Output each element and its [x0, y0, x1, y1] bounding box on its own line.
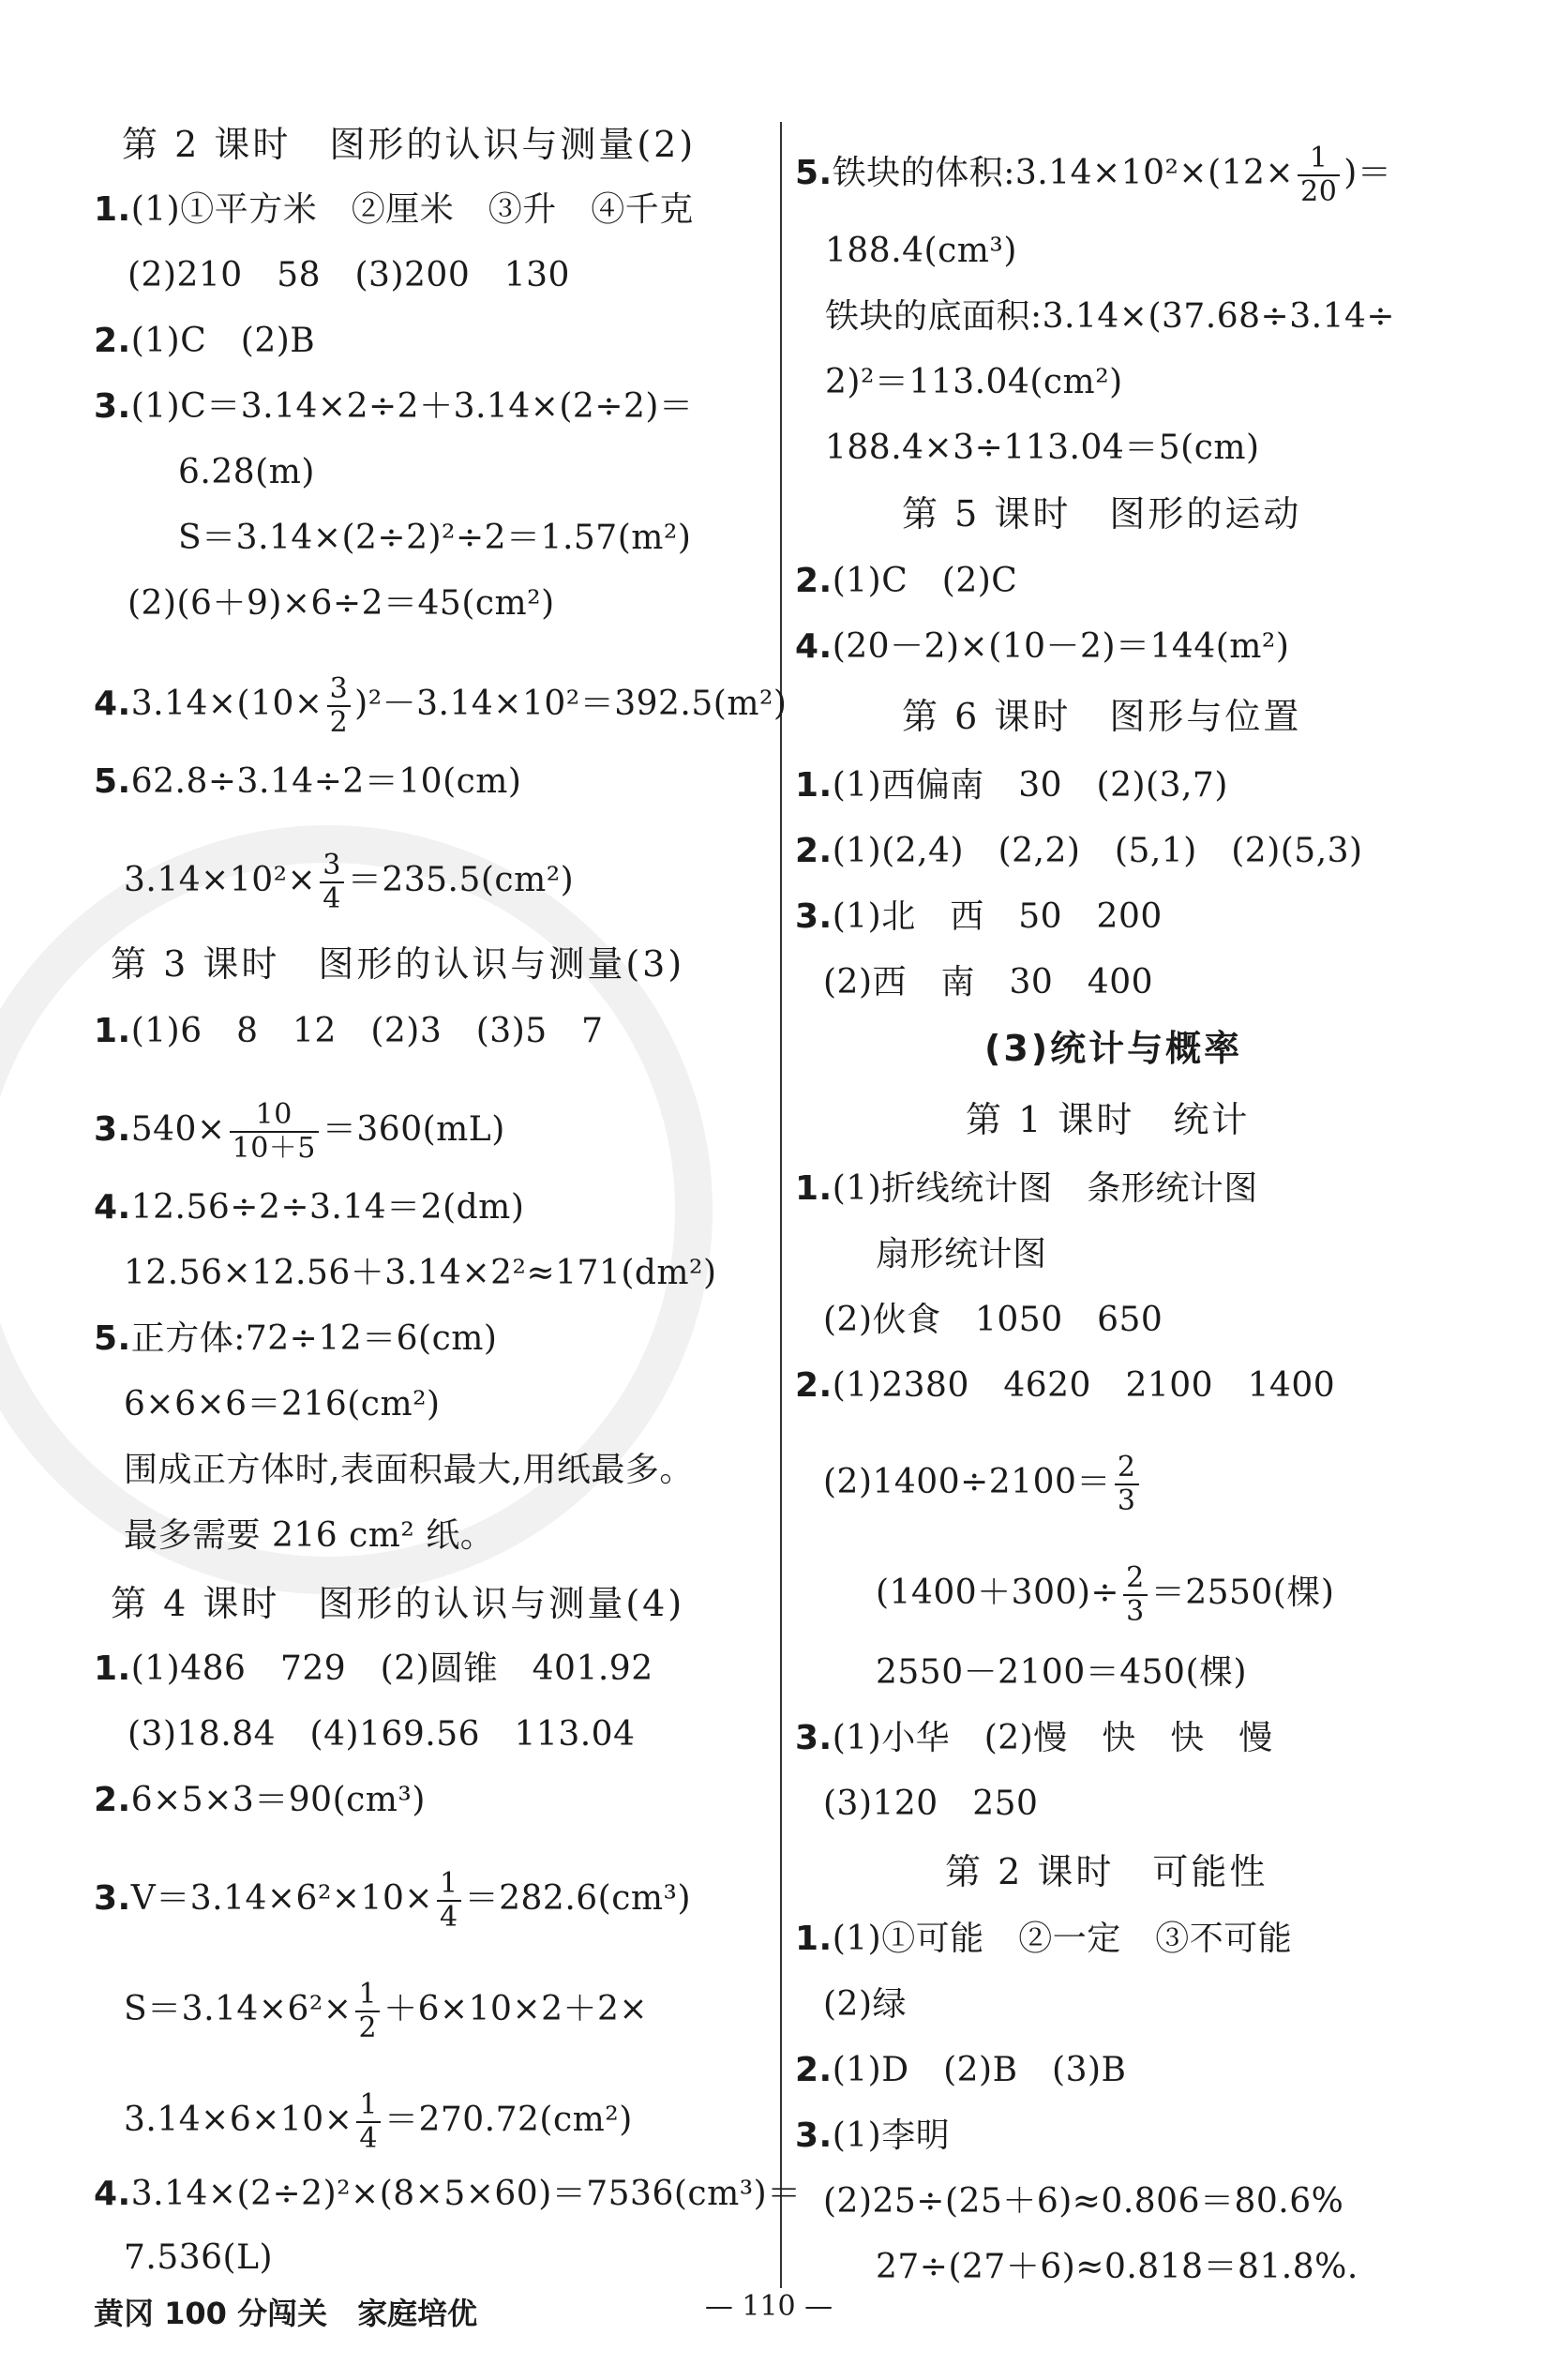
answer-line: 7.536(L) — [124, 2238, 274, 2277]
answer-line: 3.(1)C＝3.14×2÷2＋3.14×(2÷2)＝ — [94, 387, 694, 426]
answer-line: (2)210 58 (3)200 130 — [128, 256, 570, 294]
answer-line: 铁块的底面积:3.14×(37.68÷3.14÷ — [825, 297, 1396, 336]
answer-line: 围成正方体时,表面积最大,用纸最多。 — [124, 1451, 694, 1489]
answer-line: 27÷(27＋6)≈0.818＝81.8%. — [876, 2248, 1358, 2286]
fraction: $\frac{3}{4}$ — [320, 850, 344, 915]
fraction: $\frac{1}{4}$ — [356, 2089, 381, 2155]
answer-line: 188.4(cm³) — [825, 232, 1017, 270]
answer-line: 3.540× $\frac{10}{10+5}$ ＝360(mL) — [94, 1098, 505, 1165]
answer-line: 扇形统计图 — [876, 1235, 1047, 1273]
answer-line: 2.(1)C (2)B — [94, 322, 316, 360]
answer-line: 5.铁块的体积:3.14×10²×(12× $\frac{1}{20}$ )＝ — [795, 142, 1392, 208]
fraction: $\frac{1}{20}$ — [1298, 143, 1340, 208]
fraction: $\frac{1}{4}$ — [437, 1868, 461, 1934]
fraction: $\frac{3}{2}$ — [327, 673, 352, 739]
answer-line: (2)伙食 1050 650 — [823, 1301, 1163, 1339]
answer-line: 1.(1)折线统计图 条形统计图 — [795, 1169, 1258, 1208]
page-number: — 110 — — [704, 2290, 833, 2323]
answer-line: 3.(1)小华 (2)慢 快 快 慢 — [795, 1719, 1273, 1757]
answer-line: 1.(1)西偏南 30 (2)(3,7) — [795, 766, 1228, 805]
answer-line: 2550－2100＝450(棵) — [876, 1653, 1248, 1692]
answer-line: 3.(1)李明 — [795, 2116, 951, 2155]
answer-line: (3)120 250 — [823, 1785, 1039, 1823]
fraction: $\frac{10}{10+5}$ — [230, 1099, 319, 1165]
answer-line: 4.3.14×(2÷2)²×(8×5×60)＝7536(cm³)＝ — [94, 2175, 802, 2213]
answer-line: 4.(20－2)×(10－2)＝144(m²) — [795, 627, 1290, 666]
answer-line: (2)绿 — [823, 1985, 907, 2024]
answer-line: S＝3.14×(2÷2)²÷2＝1.57(m²) — [178, 519, 692, 557]
answer-line: 1.(1)486 729 (2)圆锥 401.92 — [94, 1649, 653, 1688]
fraction: $\frac{2}{3}$ — [1115, 1452, 1139, 1517]
answer-line: 3.14×10²× $\frac{3}{4}$ ＝235.5(cm²) — [124, 849, 575, 915]
section-heading: 第 3 课时 图形的认识与测量(3) — [111, 943, 685, 985]
answer-line: 1.(1)①平方米 ②厘米 ③升 ④千克 — [94, 190, 694, 229]
answer-line: 5.正方体:72÷12＝6(cm) — [94, 1319, 498, 1358]
answer-line: (3)18.84 (4)169.56 113.04 — [128, 1715, 636, 1754]
answer-line: 2.6×5×3＝90(cm³) — [94, 1781, 426, 1819]
answer-line: 2.(1)D (2)B (3)B — [795, 2051, 1127, 2089]
answer-line: 2.(1)2380 4620 2100 1400 — [795, 1366, 1336, 1405]
answer-line: 1.(1)6 8 12 (2)3 (3)5 7 — [94, 1012, 604, 1050]
answer-line: (1400＋300)÷ $\frac{2}{3}$ ＝2550(棵) — [876, 1561, 1335, 1628]
answer-line: 5.62.8÷3.14÷2＝10(cm) — [94, 762, 522, 801]
answer-line: 6.28(m) — [178, 453, 315, 491]
answer-line: (2)(6＋9)×6÷2＝45(cm²) — [128, 584, 555, 623]
answer-line: 3.14×6×10× $\frac{1}{4}$ ＝270.72(cm²) — [124, 2088, 633, 2155]
answer-line: S＝3.14×6²× $\frac{1}{2}$ ＋6×10×2＋2× — [124, 1978, 649, 2044]
answer-line: 2.(1)C (2)C — [795, 562, 1018, 600]
answer-line: 2.(1)(2,4) (2,2) (5,1) (2)(5,3) — [795, 832, 1363, 870]
section-heading: 第 4 课时 图形的认识与测量(4) — [111, 1583, 685, 1624]
section-heading: 第 5 课时 图形的运动 — [902, 493, 1302, 535]
section-heading: 第 2 课时 图形的认识与测量(2) — [122, 124, 697, 165]
answer-line: (2)西 南 30 400 — [823, 963, 1154, 1002]
fraction: $\frac{1}{2}$ — [355, 1979, 380, 2044]
answer-line: 6×6×6＝216(cm²) — [124, 1385, 441, 1423]
section-heading: 第 6 课时 图形与位置 — [902, 696, 1302, 737]
column-divider — [780, 122, 782, 2288]
answer-line: 3.(1)北 西 50 200 — [795, 897, 1163, 936]
fraction: $\frac{2}{3}$ — [1123, 1562, 1148, 1628]
section-heading: 第 1 课时 统计 — [966, 1099, 1251, 1140]
section-heading: 第 2 课时 可能性 — [945, 1851, 1268, 1892]
chapter-heading: (3)统计与概率 — [984, 1028, 1243, 1069]
answer-line: 2)²＝113.04(cm²) — [825, 363, 1123, 401]
answer-line: 188.4×3÷113.04＝5(cm) — [825, 429, 1260, 467]
answer-line: 12.56×12.56＋3.14×2²≈171(dm²) — [124, 1254, 717, 1292]
answer-line: (2)1400÷2100＝ $\frac{2}{3}$ — [823, 1452, 1143, 1517]
answer-line: 3.V＝3.14×6²×10× $\frac{1}{4}$ ＝282.6(cm³) — [94, 1867, 692, 1934]
answer-line: 最多需要 216 cm² 纸。 — [124, 1516, 495, 1555]
answer-line: 4.12.56÷2÷3.14＝2(dm) — [94, 1188, 525, 1227]
footer-brand: 黄冈 100 分闯关 家庭培优 — [94, 2296, 478, 2331]
answer-line: (2)25÷(25＋6)≈0.806＝80.6% — [823, 2182, 1344, 2221]
answer-line: 4.3.14×(10× $\frac{3}{2}$ )²－3.14×10²＝392.5(m²) — [94, 672, 788, 739]
answer-line: 1.(1)①可能 ②一定 ③不可能 — [795, 1920, 1293, 1958]
